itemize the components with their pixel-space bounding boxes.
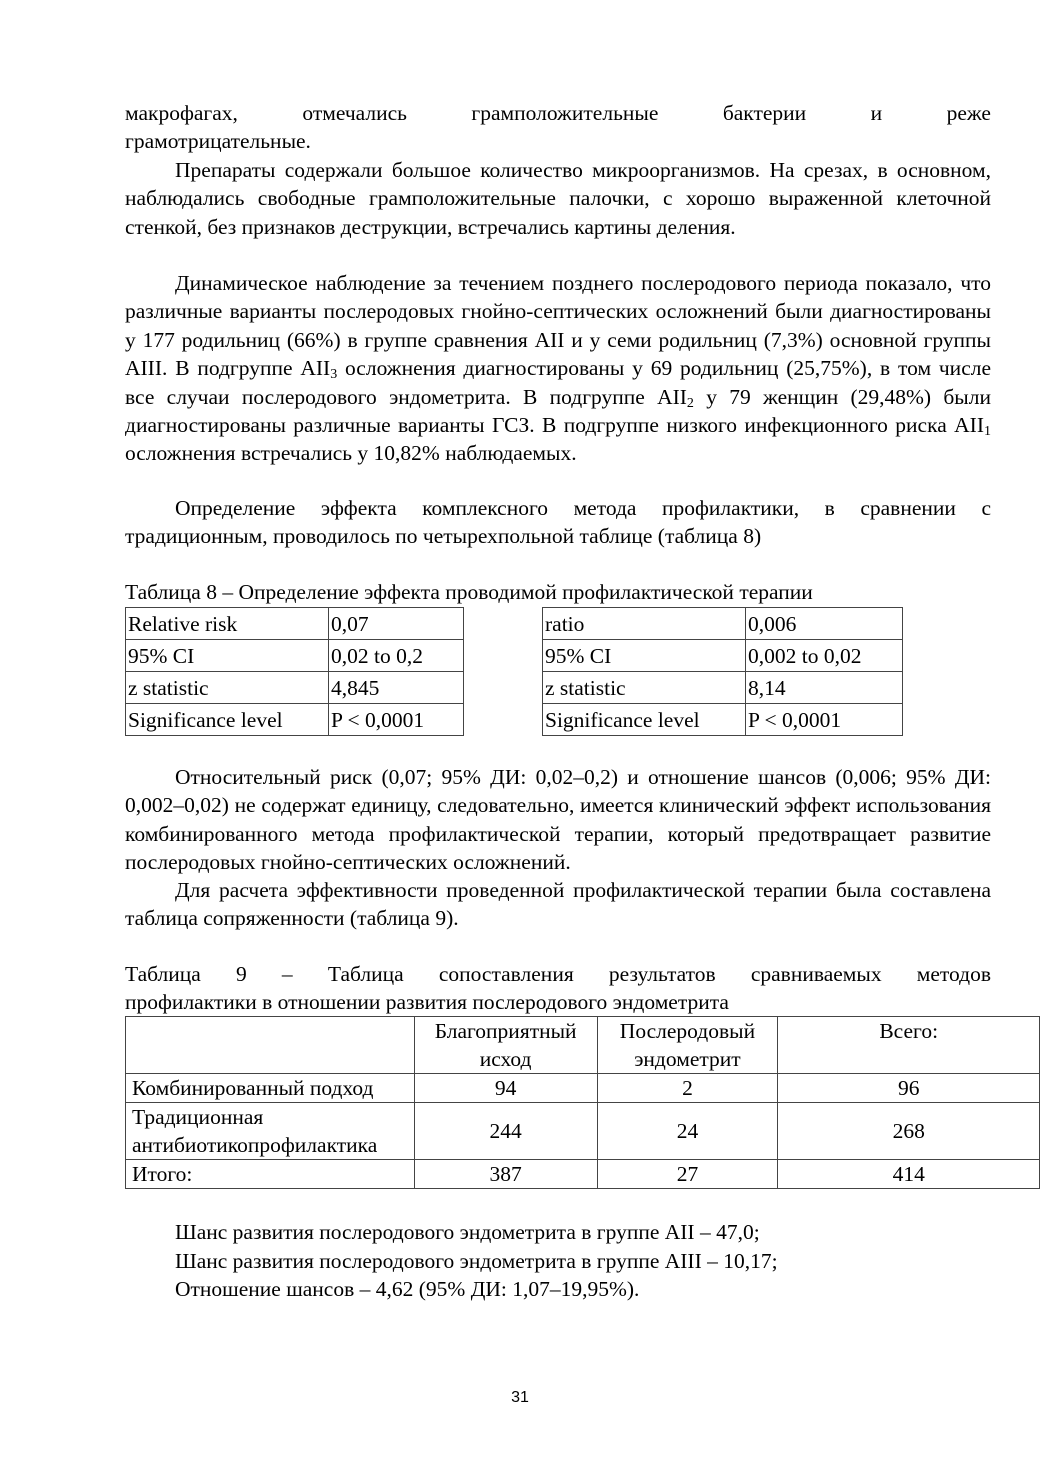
table-header-cell: Благоприятный исход (414, 1017, 597, 1074)
table-header-row (126, 1017, 1040, 1074)
word: грамположительные (471, 101, 659, 125)
table-cell: 4,845 (329, 672, 464, 704)
subscript: 2 (686, 395, 694, 411)
table-cell: 268 (778, 1103, 1040, 1160)
table-cell: 95% CI (126, 640, 329, 672)
table-cell: 95% CI (543, 640, 746, 672)
subscript: 3 (330, 367, 338, 383)
paragraph-1 (125, 156, 991, 241)
table-cell: Итого: (126, 1160, 415, 1189)
table-row (543, 704, 903, 736)
table-cell: 8,14 (746, 672, 903, 704)
table-cell: Традиционная антибиотикопрофилактика (126, 1103, 415, 1160)
table-row (126, 608, 464, 640)
table-cell: 0,006 (746, 608, 903, 640)
list-item: Отношение шансов – 4,62 (95% ДИ: 1,07–19,95%). (175, 1277, 640, 1301)
table-row (543, 672, 903, 704)
table-row (126, 704, 464, 736)
table-cell: 0,07 (329, 608, 464, 640)
caption-text: Таблица 9 – Таблица сопоставления результатов сравниваемых методов (125, 962, 991, 986)
paragraph-5 (125, 876, 991, 933)
paragraph-text: Для расчета эффективности проведенной профилактической терапии была составлена таблица сопряженности (таблица 9). (125, 878, 991, 931)
paragraph-text: Относительный риск (0,07; 95% ДИ: 0,02–0,2) и отношение шансов (0,006; 95% ДИ: 0,002–0,02) не содержат единицу, следовательно, имеется клинический эффект использования комбинированного метода профилактической терапии, который предотвращает развитие послеродовых гнойно-септических осложнений. (125, 765, 991, 875)
table-cell: 0,002 to 0,02 (746, 640, 903, 672)
table-row (126, 672, 464, 704)
table-cell: Significance level (126, 704, 329, 736)
table-cell: Relative risk (126, 608, 329, 640)
table-cell: 96 (778, 1074, 1040, 1103)
text-run: у 79 женщин (29,48%) были диагностированы различные варианты ГСЗ. В подгруппе низкого инфекционного риска AII (125, 384, 991, 438)
paragraph-0-line-2: грамотрицательные. (125, 129, 311, 154)
results-list (175, 1218, 975, 1304)
table-header-cell: Послеродовый эндометрит (597, 1017, 778, 1074)
table-row (543, 608, 903, 640)
list-item: Шанс развития послеродового эндометрита в группе AIII – 10,17; (175, 1248, 778, 1273)
table-8-relative-risk (125, 607, 464, 736)
table-9-caption (125, 960, 991, 1017)
paragraph-text (125, 269, 991, 468)
word: отмечались (302, 101, 407, 125)
text-run: осложнения встречались у 10,82% наблюдаемых. (125, 441, 577, 466)
table-cell: z statistic (543, 672, 746, 704)
table-cell: 24 (597, 1103, 778, 1160)
table-row (543, 640, 903, 672)
page-number: 31 (511, 1389, 529, 1406)
paragraph-2 (125, 269, 991, 468)
word: реже (946, 101, 991, 125)
word: бактерии (722, 101, 807, 125)
table-cell: 387 (414, 1160, 597, 1189)
table-cell: 244 (414, 1103, 597, 1160)
table-cell: P < 0,0001 (746, 704, 903, 736)
caption-text: Таблица 8 – Определение эффекта проводимой профилактической терапии (125, 580, 813, 604)
table-cell: ratio (543, 608, 746, 640)
table-row (126, 640, 464, 672)
paragraph-3 (125, 494, 991, 551)
paragraph-0-line-1 (125, 99, 991, 127)
table-row (126, 1074, 1040, 1103)
table-cell: 2 (597, 1074, 778, 1103)
table-cell: P < 0,0001 (329, 704, 464, 736)
paragraph-0 (125, 99, 991, 156)
paragraph-4 (125, 763, 991, 877)
table-row (126, 1160, 1040, 1189)
table-cell: 94 (414, 1074, 597, 1103)
text-run: осложнения диагностированы у 69 родильниц (25,75%), в том числе все случаи послеродового эндометрита. В подгруппе AII (125, 356, 992, 409)
table-cell: Комбинированный подход (126, 1074, 415, 1103)
subscript: 1 (984, 424, 991, 440)
word: и (870, 101, 883, 125)
table-8-caption (125, 578, 991, 606)
caption-line-2: профилактики в отношении развития послеродового эндометрита (125, 990, 729, 1015)
list-item: Шанс развития послеродового эндометрита в группе AII – 47,0; (175, 1220, 760, 1244)
table-cell: z statistic (126, 672, 329, 704)
table-cell: 27 (597, 1160, 778, 1189)
table-9-contingency (125, 1016, 1040, 1189)
paragraph-text: Определение эффекта комплексного метода профилактики, в сравнении с традиционным, проводилось по четырехпольной таблице (таблица 8) (125, 496, 991, 549)
table-cell: Significance level (543, 704, 746, 736)
text-run: Динамическое наблюдение за течением позднего послеродового периода показало, что различные варианты послеродовых гнойно-септических осложнений были диагностированы у 177 родильниц (66%) в группе сравнения AII и у семи родильниц (7,3%) основной группы AIII. В подгруппе AII (125, 271, 991, 381)
caption-line-1 (125, 960, 991, 988)
table-cell: 0,02 to 0,2 (329, 640, 464, 672)
table-header-cell: Всего: (778, 1017, 1040, 1074)
table-cell: 414 (778, 1160, 1040, 1189)
paragraph-text: Препараты содержали большое количество микроорганизмов. На срезах, в основном, наблюдались свободные грамположительные палочки, с хорошо выраженной клеточной стенкой, без признаков деструкции, встречались картины деления. (125, 158, 991, 239)
word: макрофагах, (125, 101, 238, 125)
table-header-cell (126, 1017, 415, 1074)
table-8-odds-ratio (542, 607, 903, 736)
table-row (126, 1103, 1040, 1160)
